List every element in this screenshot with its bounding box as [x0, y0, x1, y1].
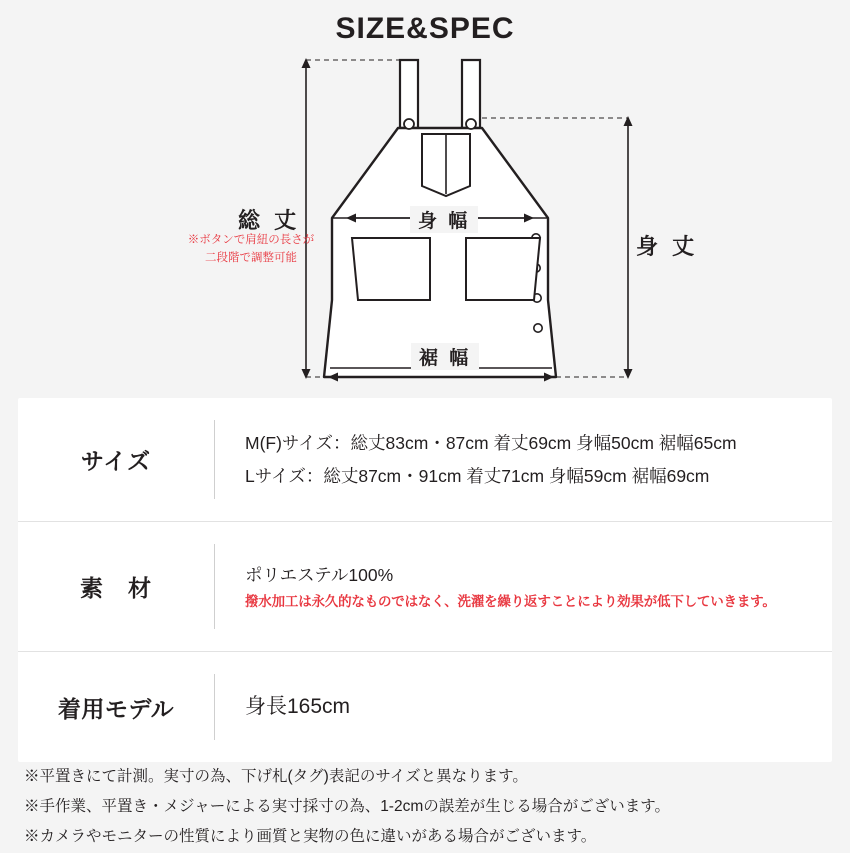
strap-adjust-note-line1: ※ボタンで肩紐の長さが [187, 234, 315, 246]
spec-row-model-head: 着用モデル [57, 695, 175, 722]
spec-row-size [18, 398, 832, 522]
garment-diagram-svg [0, 0, 850, 396]
spec-row-model-body [215, 652, 832, 762]
strap-adjust-note-line2: 二段階で調整可能 [205, 252, 297, 264]
footnote-1: ※平置きにて計測。実寸の為、下げ札(タグ)表記のサイズと異なります。 [24, 768, 528, 785]
spec-row-material-head: 素 材 [80, 575, 152, 601]
spec-row-material [18, 522, 832, 652]
diagram-area [0, 0, 850, 396]
size-line-m: M(F)サイズ：総丈83cm・87cm 着丈69cm 身幅50cm 裾幅65cm [245, 433, 737, 454]
spec-row-model [18, 652, 832, 762]
footnotes [24, 762, 836, 853]
page-title: SIZE&SPEC [335, 12, 515, 45]
spec-row-size-head: サイズ [80, 448, 152, 474]
size-line-l: Lサイズ：総丈87cm・91cm 着丈71cm 身幅59cm 裾幅69cm [245, 465, 710, 486]
spec-table [18, 398, 832, 762]
label-chest-width: 身 幅 [410, 206, 478, 233]
material-composition: ポリエステル100% [245, 564, 394, 585]
side-button-4-icon [534, 324, 542, 332]
spec-row-size-body [215, 398, 832, 521]
label-body-length: 身 丈 [636, 234, 699, 259]
material-warning: 撥水加工は永久的なものではなく、洗濯を繰り返すことにより効果が低下していきます。 [245, 594, 776, 610]
label-total-length: 総 丈 [238, 208, 301, 233]
footnote-2: ※手作業、平置き・メジャーによる実寸採寸の為、1-2cmの誤差が生じる場合がございます。 [24, 798, 671, 816]
footnote-3: ※カメラやモニターの性質により画質と実物の色に違いがある場合がございます。 [24, 828, 597, 846]
label-hem-width: 裾 幅 [411, 343, 479, 370]
model-height: 身長165cm [245, 694, 351, 718]
strap-button-right-icon [466, 119, 476, 129]
strap-button-left-icon [404, 119, 414, 129]
spec-row-material-body [215, 522, 832, 651]
